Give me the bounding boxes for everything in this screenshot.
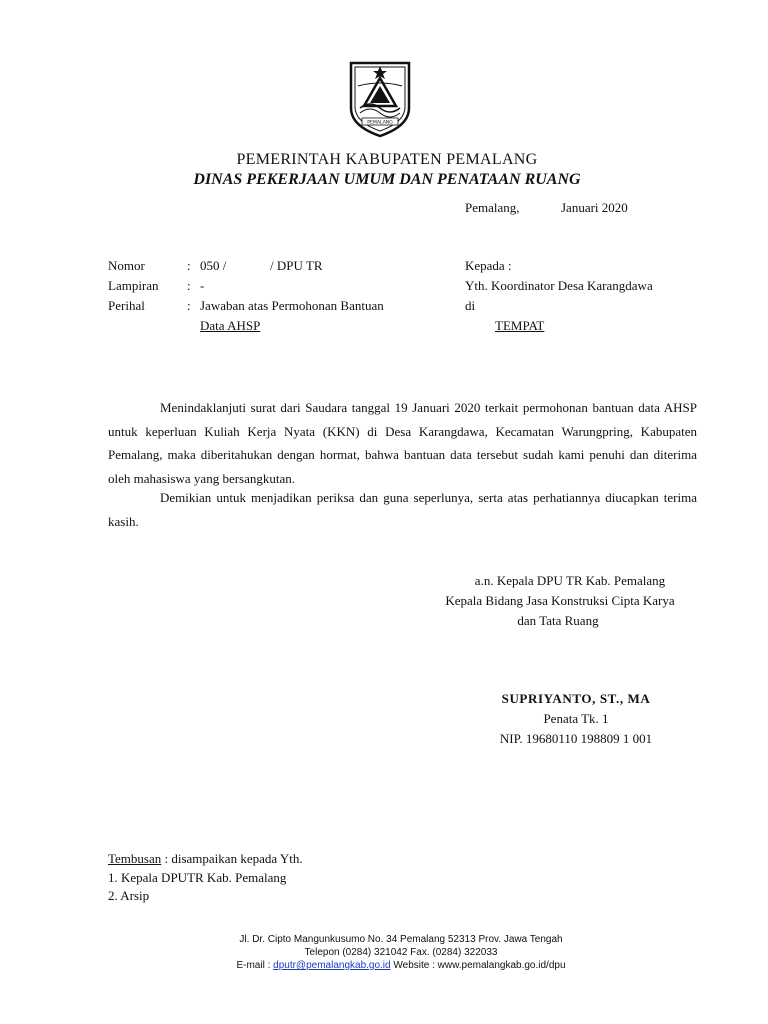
tembusan-rest: : disampaikan kepada Yth. (161, 851, 303, 866)
footer-address: Jl. Dr. Cipto Mangunkusumo No. 34 Pemalang 52313 Prov. Jawa Tengah (239, 934, 563, 945)
government-name: PEMERINTAH KABUPATEN PEMALANG (236, 151, 538, 168)
signature-line-2: Kepala Bidang Jasa Konstruksi Cipta Karya (445, 593, 675, 608)
signature-line-1: a.n. Kepala DPU TR Kab. Pemalang (474, 573, 666, 588)
footer-phone: Telepon (0284) 321042 Fax. (0284) 322033 (304, 947, 498, 958)
kepada-label: Kepada : (465, 258, 512, 273)
lampiran-value: - (200, 278, 205, 293)
recipient-di: di (465, 298, 476, 313)
lampiran-colon: : (187, 278, 191, 293)
date-month-year: Januari 2020 (561, 200, 628, 215)
tembusan-label: Tembusan (108, 851, 162, 866)
nomor-colon: : (187, 258, 191, 273)
signatory-name: SUPRIYANTO, ST., MA (501, 691, 651, 706)
tembusan-item: 1. Kepala DPUTR Kab. Pemalang (108, 870, 287, 885)
nomor-label: Nomor (108, 258, 145, 273)
signatory-nip: NIP. 19680110 198809 1 001 (499, 731, 653, 746)
footer-email-link[interactable]: dputr@pemalangkab.go.id (273, 960, 391, 971)
logo-ribbon-text: PEMALANG (367, 120, 393, 126)
body-paragraph-2: Demikian untuk menjadikan periksa dan guna seperlunya, serta atas perhatiannya diucapkan terima kasih. (108, 490, 697, 529)
body-paragraph-1: Menindaklanjuti surat dari Saudara tanggal 19 Januari 2020 terkait permohonan bantuan data AHSP untuk keperluan Kuliah Kerja Nyata (KKN) di Desa Karangdawa, Kecamatan Warungpring, Kabupaten Pemalang, maka diberitahukan dengan hormat, bahwa bantuan data tersebut sudah kami penuhi dan diterima oleh mahasiswa yang bersangkutan. (108, 400, 697, 486)
recipient-name: Yth. Koordinator Desa Karangdawa (465, 278, 653, 293)
date-place: Pemalang, (465, 200, 520, 215)
perihal-line2: Data AHSP (200, 318, 261, 333)
signature-line-3: dan Tata Ruang (517, 613, 599, 628)
lampiran-label: Lampiran (108, 278, 159, 293)
perihal-colon: : (187, 298, 191, 313)
footer-contact (0, 959, 768, 972)
nomor-prefix: 050 / (200, 258, 227, 273)
perihal-line1: Jawaban atas Permohonan Bantuan (200, 298, 384, 313)
nomor-suffix: / DPU TR (270, 258, 323, 273)
recipient-tempat: TEMPAT (495, 318, 545, 333)
perihal-label: Perihal (108, 298, 145, 313)
tembusan-heading (108, 851, 303, 867)
signatory-rank: Penata Tk. 1 (543, 711, 609, 726)
tembusan-item: 2. Arsip (108, 888, 150, 903)
regency-emblem-logo (348, 60, 412, 138)
agency-name: DINAS PEKERJAAN UMUM DAN PENATAAN RUANG (193, 171, 581, 188)
footer-email-label: E-mail : (236, 960, 274, 971)
footer-website: Website : www.pemalangkab.go.id/dpu (390, 960, 566, 971)
